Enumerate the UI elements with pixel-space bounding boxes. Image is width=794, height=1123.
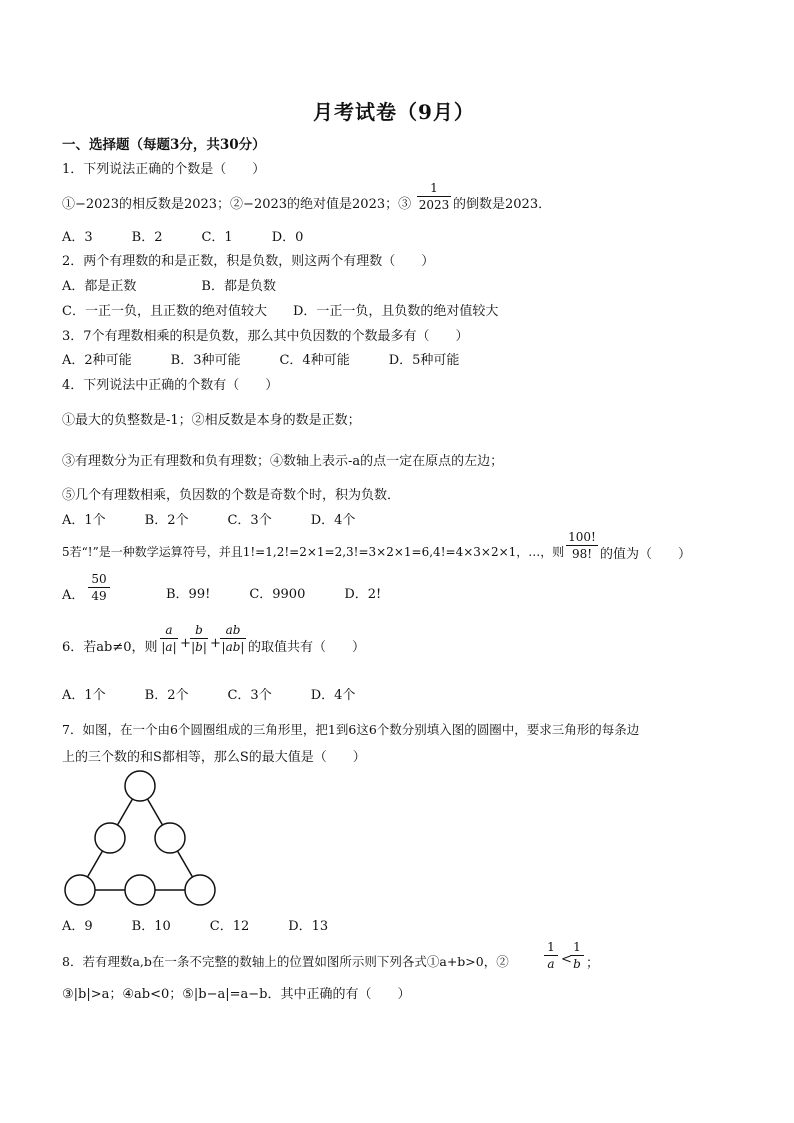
q8-line-2: ③|b|>a；④ab<0；⑤|b−a|=a−b．其中正确的有（ ） [62,987,411,1002]
q7-options: A．9 B．10 C．12 D．13 [62,919,329,934]
section-heading: 一、选择题（每题3分，共30分） [62,137,266,153]
triangle-circles-figure [60,768,220,908]
q5-stem-post: 的值为（ ） [600,547,692,562]
q4-statement-2: ③有理数分为正有理数和负有理数；④数轴上表示-a的点一定在原点的左边； [62,454,504,469]
circle-bottom-mid [125,875,155,905]
q5-option-a-label: A． [62,588,85,603]
q4-statement-3: ⑤几个有理数相乘，负因数的个数是奇数个时，积为负数． [62,488,401,503]
q6-f2-den: |b| [191,640,207,654]
q4-statement-1: ①最大的负整数是-1；②相反数是本身的数是正数； [62,413,361,428]
q4-stem: 4．下列说法中正确的个数有（ ） [62,378,279,393]
q6-f1-num: a [165,623,173,637]
q5-fraction [566,530,598,561]
q8-fraction-1 [544,940,558,971]
q1-statements-post: 的倒数是2023． [453,197,552,212]
q5-option-a-fraction [88,572,110,603]
circle-top [125,771,155,801]
q8-f2-num: 1 [573,940,581,954]
circle-mid-right [155,823,185,853]
q6-f1-den: |a| [161,640,177,654]
q1-frac-num: 1 [430,181,438,195]
q6-stem-pre: 6．若ab≠0，则 [62,640,158,655]
circle-bottom-left [65,875,95,905]
q6-options: A．1个 B．2个 C．3个 D．4个 [62,688,356,703]
q8-f1-num: 1 [547,940,555,954]
q6-stem-post: 的取值共有（ ） [248,640,366,655]
q2-stem: 2．两个有理数的和是正数，积是负数，则这两个有理数（ ） [62,254,435,269]
q6-plus-2: + [210,636,221,651]
q8-less-than: < [561,952,572,967]
q6-fraction-2 [190,623,208,654]
q8-f1-den: a [547,957,555,971]
q1-fraction [417,181,451,212]
q8-f2-den: b [573,957,581,971]
q2-options-cd: C．一正一负，且正数的绝对值较大 D．一正一负，且负数的绝对值较大 [62,304,499,319]
q1-options: A．3 B．2 C．1 D．0 [62,230,304,245]
q5-opt-a-den: 49 [91,589,107,603]
q6-f3-num: ab [225,623,241,637]
q1-frac-den: 2023 [418,198,450,212]
q5-frac-num: 100! [568,530,596,544]
q8-line-1-post: ； [586,956,600,971]
q6-f3-den: |ab| [221,640,245,654]
q6-fraction-3 [220,623,246,654]
q7-line-2: 上的三个数的和S都相等，那么S的最大值是（ ） [62,750,366,765]
q5-frac-den: 98! [571,547,593,561]
circle-mid-left [95,823,125,853]
q3-stem: 3．7个有理数相乘的积是负数，那么其中负因数的个数最多有（ ） [62,329,469,344]
q2-options-ab: A．都是正数 B．都是负数 [62,279,276,294]
q5-options-rest: B．99! C．9900 D．2! [166,587,382,602]
page-title: 月考试卷（9月） [313,100,475,124]
q5-stem-pre: 5若“!”是一种数学运算符号，并且1!=1,2!=2×1=2,3!=3×2×1=6,4!=4×3×2×1，…，则 [62,545,565,559]
circle-bottom-right [185,875,215,905]
q8-fraction-2 [570,940,584,971]
q1-statements-pre: ①−2023的相反数是2023；②−2023的绝对值是2023；③ [62,197,412,212]
q1-stem: 1．下列说法正确的个数是（ ） [62,162,266,177]
q6-plus-1: + [180,636,191,651]
q7-line-1: 7．如图，在一个由6个圆圈组成的三角形里，把1到6这6个数分别填入图的圆圈中，要求三角形的每条边 [62,722,640,737]
q5-opt-a-num: 50 [91,572,107,586]
q6-fraction-1 [160,623,178,654]
q6-f2-num: b [195,623,203,637]
q8-line-1-pre: 8．若有理数a,b在一条不完整的数轴上的位置如图所示则下列各式①a+b>0，② [62,954,509,969]
q4-options: A．1个 B．2个 C．3个 D．4个 [62,513,356,528]
q3-options: A．2种可能 B．3种可能 C．4种可能 D．5种可能 [62,353,460,368]
